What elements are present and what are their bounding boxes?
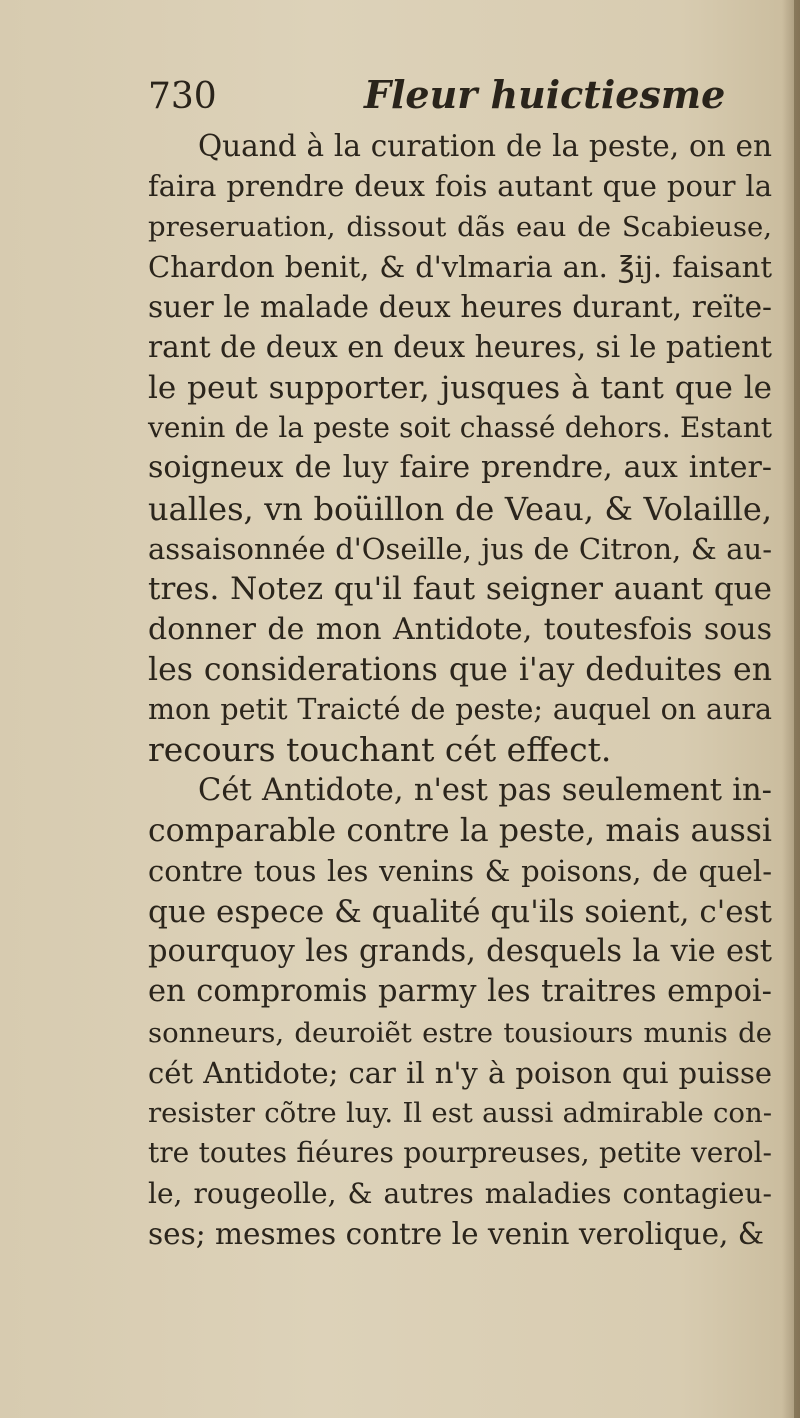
text-line: Chardon benit, & d'vlmaria an. ℥ij. faisant <box>148 249 772 284</box>
text-line: cét Antidote; car il n'y à poison qui puisse <box>148 1055 772 1090</box>
text-line: preseruation, dissout dãs eau de Scabieuse, <box>148 210 772 243</box>
text-line: le, rougeolle, & autres maladies contagieu- <box>148 1176 772 1210</box>
text-line: en compromis parmy les traitres empoi- <box>148 974 772 1010</box>
text-line: mon petit Traicté de peste; auquel on aura <box>148 693 772 727</box>
text-line: pourquoy les grands, desquels la vie est <box>148 933 772 969</box>
text-line: ses; mesmes contre le venin verolique, & <box>148 1217 765 1252</box>
text-line: recours touchant cét effect. <box>148 730 612 770</box>
running-title: Fleur huictiesme <box>364 72 726 117</box>
paragraph-1 <box>148 126 772 771</box>
page-header <box>148 72 768 122</box>
text-line: tres. Notez qu'il faut seigner auant que <box>148 571 772 608</box>
text-line: soigneux de luy faire prendre, aux inter- <box>148 450 772 486</box>
text-line: Cét Antidote, n'est pas seulement in- <box>198 772 772 808</box>
text-line: les considerations que i'ay deduites en <box>148 651 772 688</box>
text-line: ualles, vn boüillon de Veau, & Volaille, <box>148 489 772 528</box>
text-line: assaisonnée d'Oseille, jus de Citron, & au- <box>148 531 772 566</box>
text-line: rant de deux en deux heures, si le patient <box>148 330 772 365</box>
text-line: suer le malade deux heures durant, reïte- <box>148 290 772 325</box>
text-line: faira prendre deux fois autant que pour la <box>148 169 772 204</box>
text-line: venin de la peste soit chassé dehors. Estant <box>148 411 772 445</box>
page-edge-strip <box>794 0 800 1418</box>
text-line: tre toutes fiéures pourpreuses, petite verol- <box>148 1136 772 1170</box>
page-number: 730 <box>148 76 217 117</box>
text-line: donner de mon Antidote, toutesfois sous <box>148 611 772 647</box>
text-line: Quand à la curation de la peste, on en <box>198 129 772 163</box>
paragraph-2 <box>148 771 772 1255</box>
body-text <box>148 126 772 1254</box>
text-line: que espece & qualité qu'ils soient, c'est <box>148 893 772 930</box>
text-line: le peut supporter, jusques à tant que le <box>148 369 772 406</box>
text-line: contre tous les venins & poisons, de quel- <box>148 854 772 889</box>
text-line: comparable contre la peste, mais aussi <box>148 813 772 850</box>
text-line: sonneurs, deuroiẽt estre tousiours munis de <box>148 1016 772 1049</box>
text-line: resister cõtre luy. Il est aussi admirable con- <box>148 1097 772 1130</box>
